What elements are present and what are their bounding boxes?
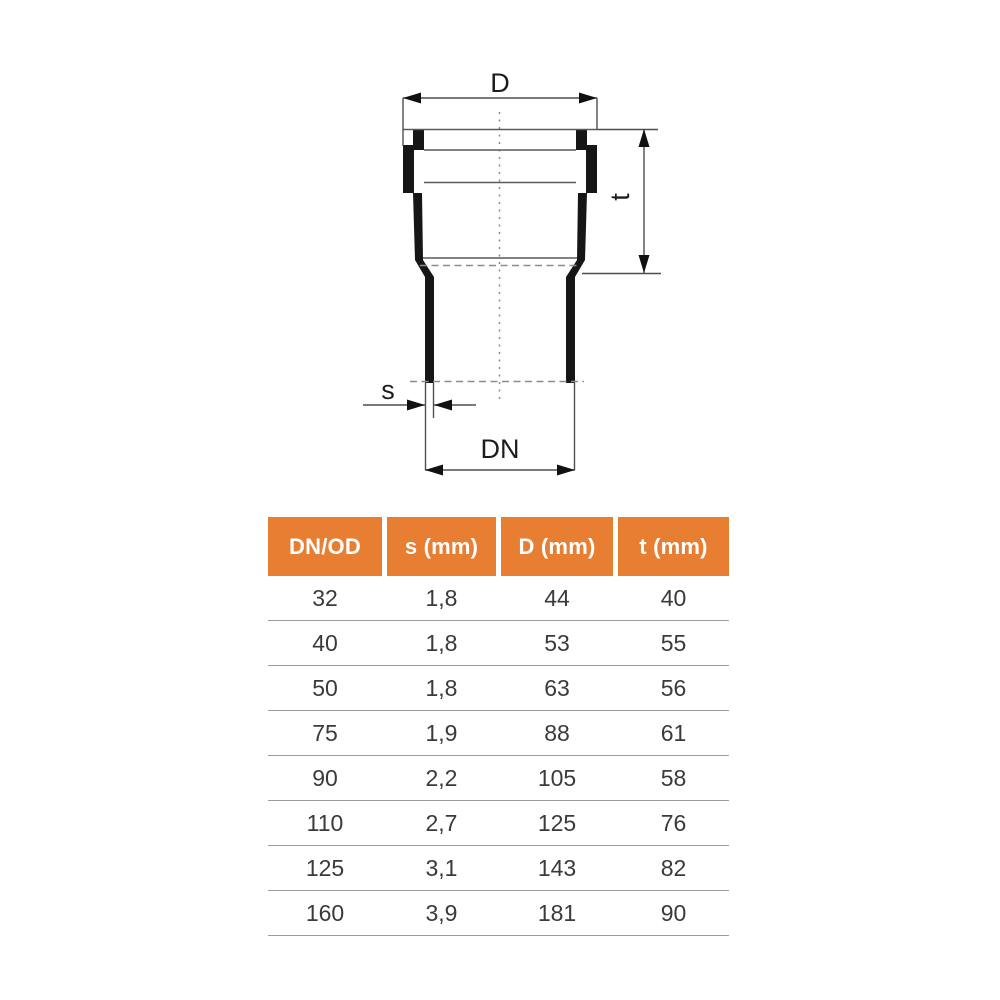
- table-cell: 53: [544, 629, 570, 656]
- table-cell: 181: [537, 899, 577, 926]
- dimension-d: [403, 68, 597, 146]
- table-cell: 125: [305, 854, 345, 881]
- table-cell: 105: [537, 764, 577, 791]
- arrowhead-right: [579, 93, 597, 104]
- table-header-cell-d: D (mm): [501, 517, 613, 576]
- dimension-label-t: t: [605, 193, 635, 201]
- table-row: [268, 801, 729, 846]
- table-cell: 58: [660, 764, 687, 791]
- table-header-row: [268, 517, 729, 576]
- socket-right-wall: [566, 130, 597, 383]
- table-header-cell-dn-od: DN/OD: [268, 517, 382, 576]
- arrowhead-right: [557, 465, 575, 476]
- table-cell: 110: [306, 809, 344, 836]
- dimension-label-d: D: [490, 68, 510, 98]
- arrowhead-down: [639, 255, 650, 273]
- table-cell: 125: [537, 809, 577, 836]
- table-cell: 56: [660, 674, 687, 701]
- dimension-label-dn: DN: [480, 434, 520, 464]
- arrowhead-left: [403, 93, 421, 104]
- table-cell: 1,8: [425, 584, 458, 611]
- table-row: [268, 576, 729, 621]
- arrowhead-up: [639, 129, 650, 147]
- table-cell: 50: [312, 674, 338, 701]
- arrowhead-right: [407, 400, 425, 411]
- table-cell: 160: [305, 899, 345, 926]
- table-cell: 90: [312, 764, 338, 791]
- table-cell: 75: [312, 719, 338, 746]
- arrowhead-left: [434, 400, 452, 411]
- table-cell: 82: [660, 854, 687, 881]
- table-cell: 76: [660, 809, 687, 836]
- table-cell: 61: [660, 719, 687, 746]
- table-cell: 1,8: [425, 629, 458, 656]
- dimension-s: [363, 375, 476, 470]
- table-body: [268, 576, 729, 936]
- table-cell: 40: [660, 584, 687, 611]
- table-row: [268, 621, 729, 666]
- table-cell: 63: [544, 674, 570, 701]
- table-cell: 3,1: [425, 854, 458, 881]
- table-row: [268, 846, 729, 891]
- table-header-cell-t: t (mm): [618, 517, 729, 576]
- table-cell: 143: [537, 854, 577, 881]
- table-cell: 55: [660, 629, 687, 656]
- table-cell: 2,2: [425, 764, 458, 791]
- socket-left-wall: [403, 130, 434, 383]
- spec-table: [268, 517, 729, 936]
- table-cell: 44: [544, 584, 570, 611]
- table-cell: 1,8: [425, 674, 458, 701]
- table-cell: 90: [660, 899, 687, 926]
- table-cell: 1,9: [425, 719, 458, 746]
- table-row: [268, 756, 729, 801]
- table-cell: 88: [544, 719, 570, 746]
- table-cell: 32: [312, 584, 338, 611]
- table-row: [268, 711, 729, 756]
- dimension-dn: [425, 383, 575, 476]
- table-cell: 2,7: [425, 809, 458, 836]
- table-row: [268, 891, 729, 936]
- table-row: [268, 666, 729, 711]
- table-cell: 3,9: [425, 899, 458, 926]
- arrowhead-left: [425, 465, 443, 476]
- dimension-label-s: s: [381, 375, 395, 405]
- table-cell: 40: [312, 629, 338, 656]
- table-header-cell-s: s (mm): [387, 517, 496, 576]
